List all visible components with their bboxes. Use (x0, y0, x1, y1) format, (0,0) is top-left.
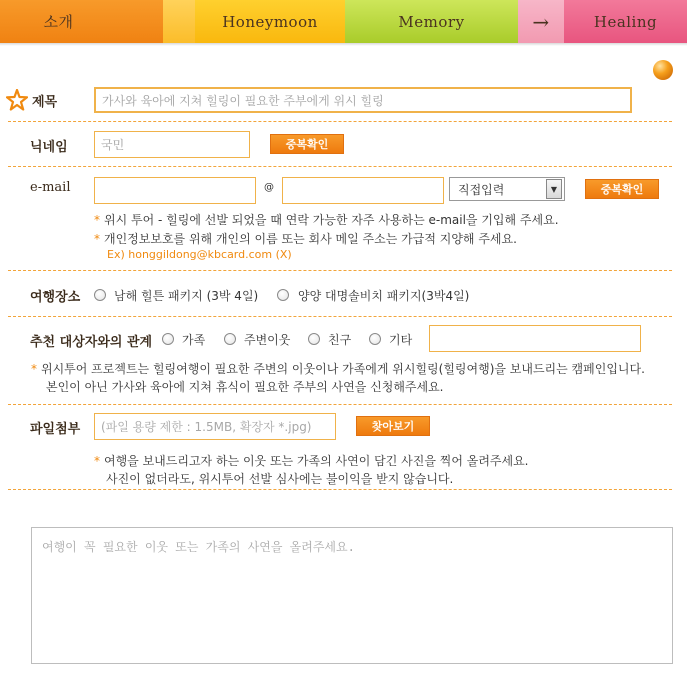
email-at-sign: @ (264, 182, 274, 193)
relation-option-friend: 친구 (328, 333, 352, 347)
email-example: Ex) honggildong@kbcard.com (X) (107, 248, 292, 261)
email-note-1: * 위시 투어 - 힐링에 선발 되었을 때 연락 가능한 자주 사용하는 e-mail을 기입해 주세요. (94, 213, 559, 227)
tab-memory[interactable] (345, 0, 518, 43)
divider (8, 270, 672, 271)
email-domain-select[interactable] (449, 177, 565, 201)
email-note-1-text: 위시 투어 - 힐링에 선발 되었을 때 연락 가능한 자주 사용하는 e-mail을 기입해 주세요. (104, 213, 559, 227)
email-label: e-mail (30, 180, 71, 195)
email-local-input[interactable] (94, 177, 256, 204)
tab-intro-label: 소개 (43, 13, 74, 31)
divider (8, 404, 672, 405)
relation-radio-friend[interactable] (308, 333, 320, 345)
nav-shadow (0, 43, 687, 46)
email-domain-input[interactable] (282, 177, 444, 204)
story-textarea[interactable] (31, 527, 673, 664)
attachment-label: 파일첨부 (30, 422, 81, 437)
attachment-note-2: 사진이 없더라도, 위시투어 선발 심사에는 불이익을 받지 않습니다. (106, 472, 454, 486)
destination-radio-namhae[interactable] (94, 289, 106, 301)
relation-option-neighbor: 주변이웃 (244, 333, 291, 347)
tab-spacer (163, 0, 195, 43)
relation-note-1: * 위시투어 프로젝트는 힐링여행이 필요한 주변의 이웃이나 가족에게 위시힐링(힐링여행)을 보내드리는 캠페인입니다. (31, 362, 645, 376)
nickname-input[interactable] (94, 131, 250, 158)
nickname-label: 닉네임 (30, 140, 68, 155)
title-input[interactable] (94, 87, 632, 113)
chevron-down-icon[interactable]: ▼ (546, 179, 562, 199)
tab-intro[interactable] (0, 0, 163, 43)
relation-radio-family[interactable] (162, 333, 174, 345)
tab-honeymoon-label: Honeymoon (222, 12, 318, 31)
divider (8, 121, 672, 122)
attachment-browse-button[interactable]: 찾아보기 (356, 416, 430, 436)
attachment-note-1: * 여행을 보내드리고자 하는 이웃 또는 가족의 사연이 담긴 사진을 찍어 올려주세요. (94, 454, 529, 468)
email-check-button[interactable]: 중복확인 (585, 179, 659, 199)
relation-other-input[interactable] (429, 325, 641, 352)
divider (8, 489, 672, 490)
tab-healing-label: Healing (593, 12, 658, 31)
relation-radio-other[interactable] (369, 333, 381, 345)
destination-radio-yangyang[interactable] (277, 289, 289, 301)
attachment-note-1-text: 여행을 보내드리고자 하는 이웃 또는 가족의 사연이 담긴 사진을 찍어 올려주세요. (104, 454, 529, 468)
attachment-file-input[interactable] (94, 413, 336, 440)
star-icon (6, 89, 28, 111)
relation-option-family: 가족 (182, 333, 206, 347)
email-domain-select-value: 직접입력 (458, 182, 505, 197)
top-nav (0, 0, 687, 43)
arrow-label: → (532, 9, 550, 34)
divider (8, 316, 672, 317)
email-note-2: * 개인정보보호를 위해 개인의 이름 또는 회사 메일 주소는 가급적 지양해 주세요. (94, 232, 517, 246)
email-note-2-text: 개인정보보호를 위해 개인의 이름 또는 회사 메일 주소는 가급적 지양해 주세요. (104, 232, 517, 246)
relation-option-other: 기타 (389, 333, 413, 347)
tab-healing[interactable] (564, 0, 687, 43)
arrow-right-icon (518, 0, 564, 43)
divider (8, 166, 672, 167)
relation-note-2: 본인이 아닌 가사와 육아에 지쳐 휴식이 필요한 주부의 사연을 신청해주세요. (46, 380, 444, 394)
relation-radio-neighbor[interactable] (224, 333, 236, 345)
tab-memory-label: Memory (398, 12, 465, 31)
orange-orb-icon (653, 60, 673, 80)
destination-label: 여행장소 (30, 290, 81, 305)
destination-option-namhae: 남해 힐튼 패키지 (3박 4일) (114, 289, 259, 303)
title-label: 제목 (32, 95, 58, 110)
destination-option-yangyang: 양양 대명솔비치 패키지(3박4일) (298, 289, 470, 303)
nickname-check-button[interactable]: 중복확인 (270, 134, 344, 154)
tab-honeymoon[interactable] (195, 0, 345, 43)
relation-label: 추천 대상자와의 관계 (30, 335, 153, 350)
relation-note-1-text: 위시투어 프로젝트는 힐링여행이 필요한 주변의 이웃이나 가족에게 위시힐링(힐링여행)을 보내드리는 캠페인입니다. (41, 362, 645, 376)
